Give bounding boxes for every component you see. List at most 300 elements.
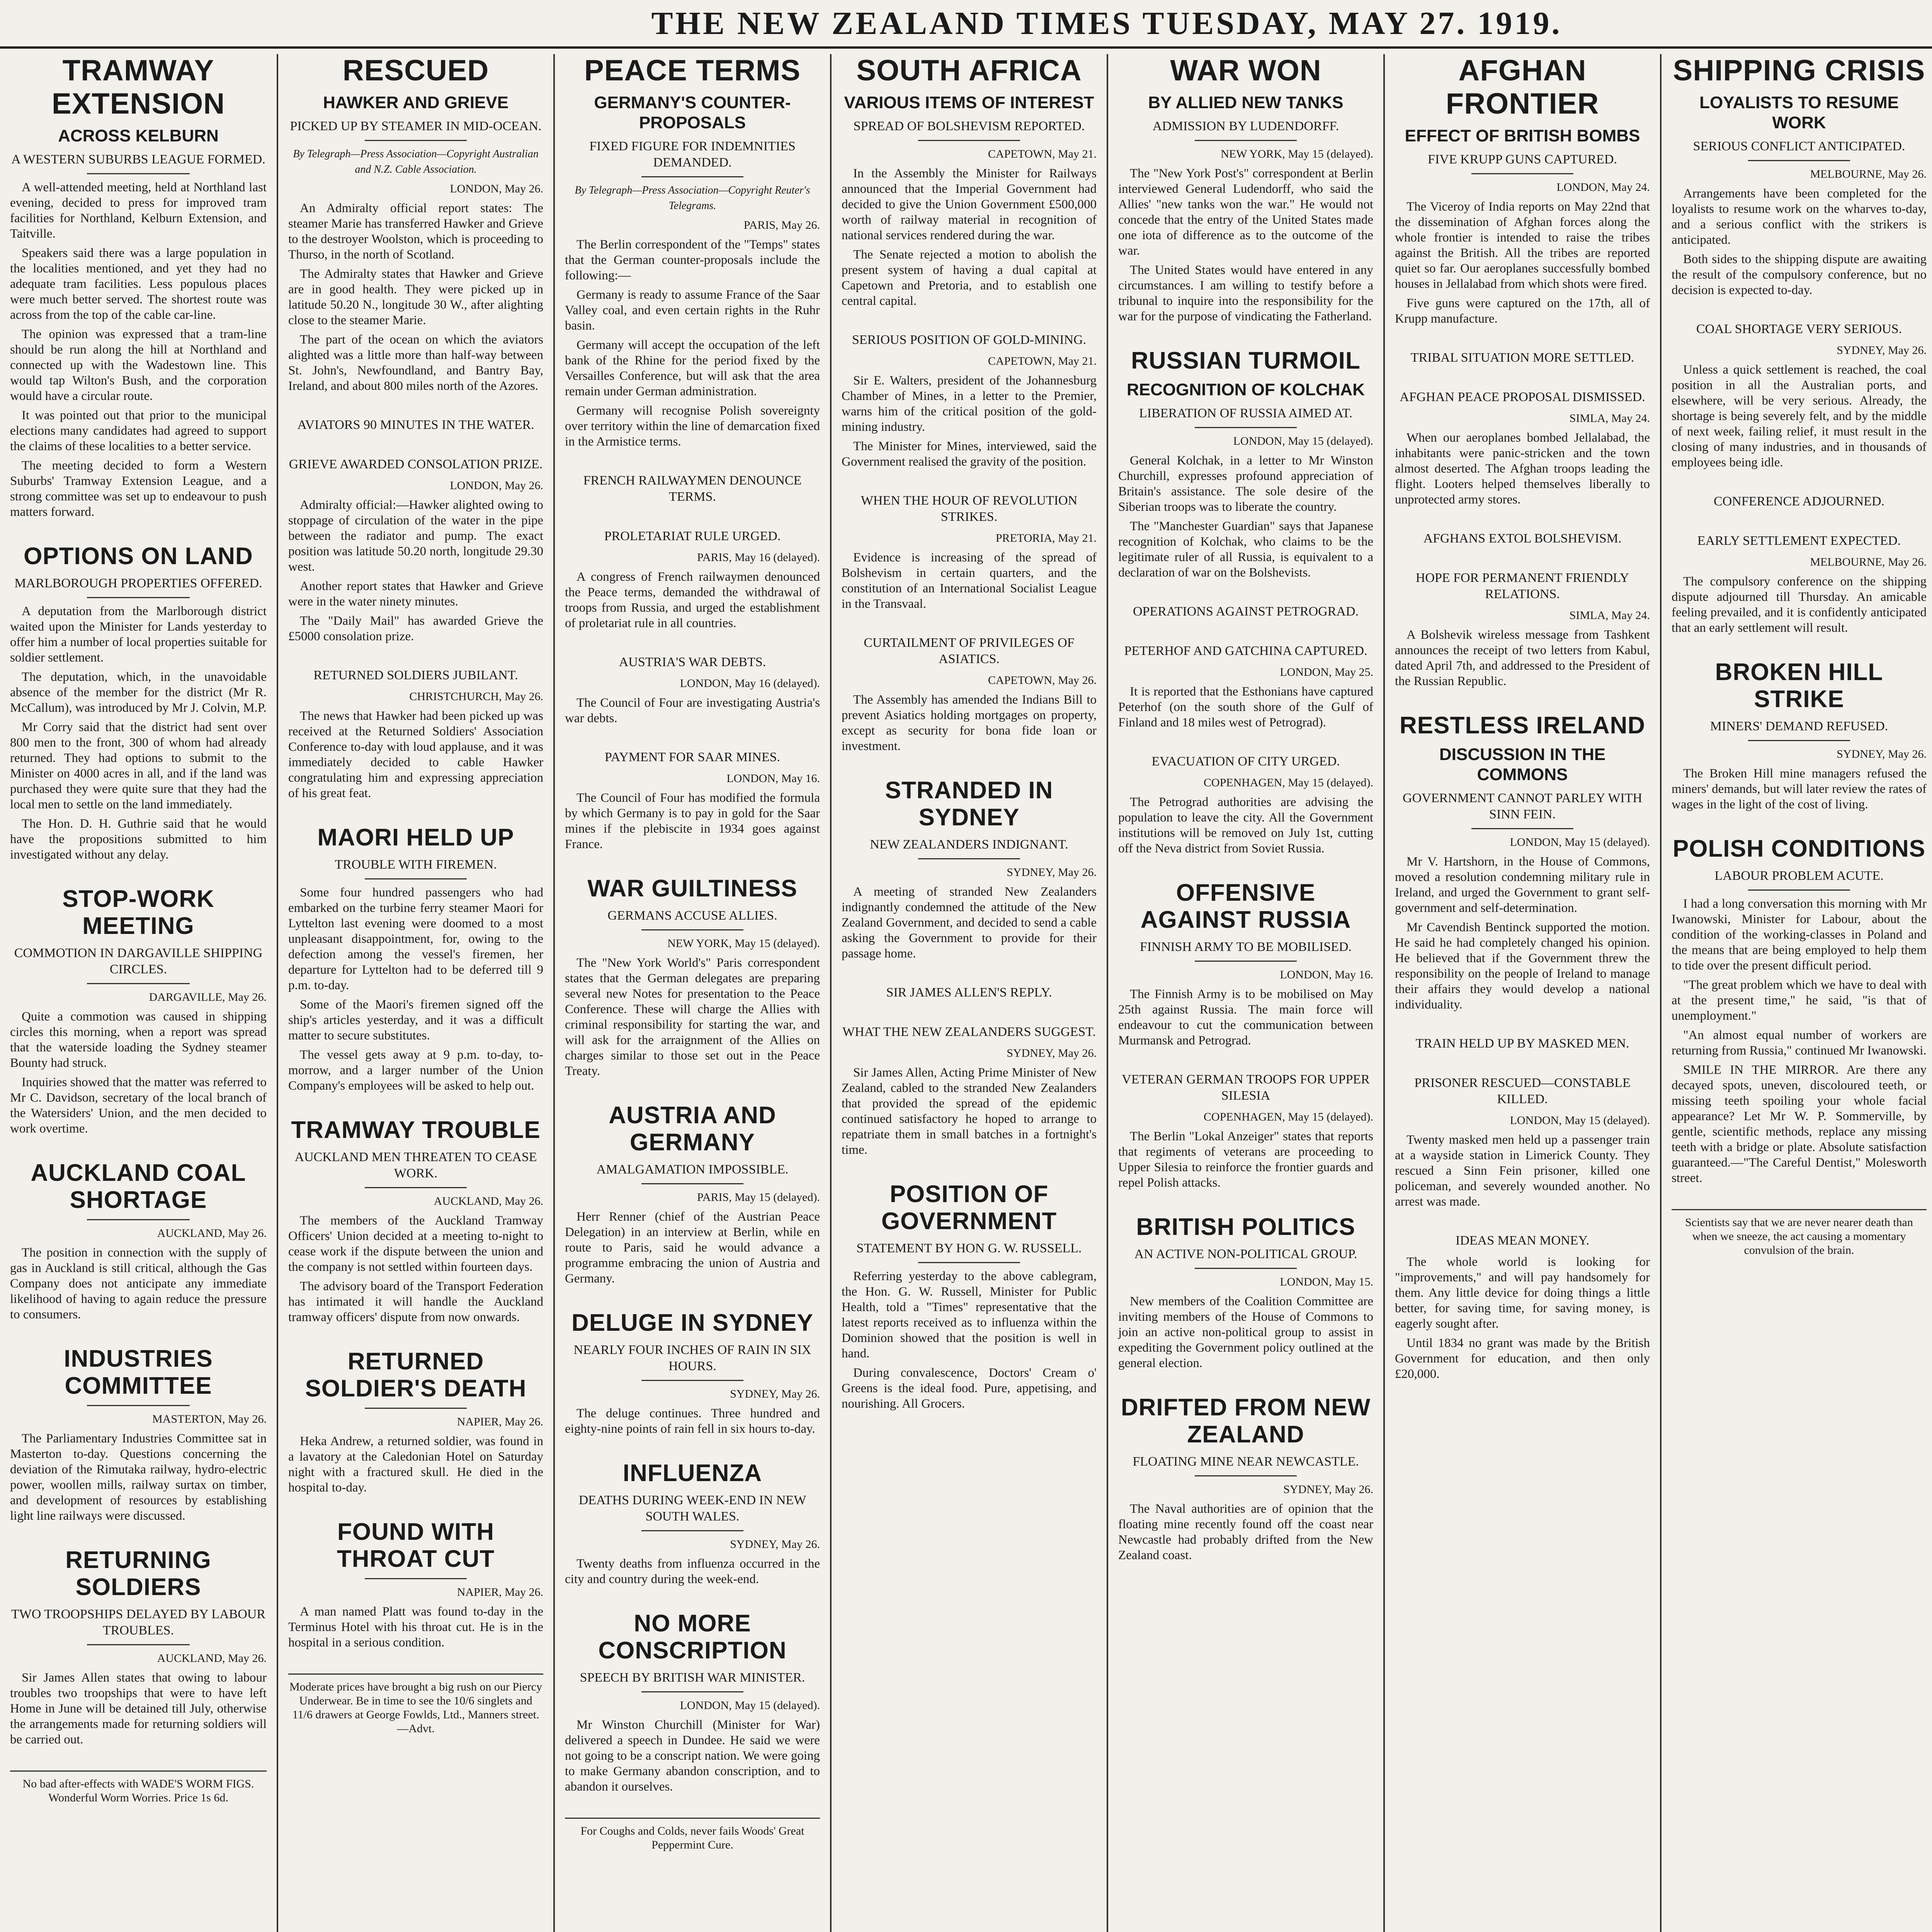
deck-headline: SERIOUS CONFLICT ANTICIPATED. [1693,139,1905,153]
deck-headline: FIXED FIGURE FOR INDEMNITIES DEMANDED. [589,139,796,170]
article [842,54,1097,309]
dateline: SIMLA, May 24. [1569,609,1650,622]
article-paragraph: A deputation from the Marlborough district waited upon the Minister for Lands yesterday to offer him a number of local properties suitable for soldier settlement. [10,604,267,665]
deck-headline: EVACUATION OF CITY URGED. [1151,754,1340,769]
article-paragraph: The Senate rejected a motion to abolish the present system of having a dual capital at Capetown and Pretoria, and to establish one central capital. [842,248,1097,308]
article [1118,1071,1373,1190]
headline: AFGHAN FRONTIER [1446,54,1599,120]
article [565,1310,820,1437]
headline: TRAMWAY EXTENSION [51,54,225,120]
article [1395,531,1650,547]
divider [641,1530,743,1531]
headline: OPTIONS ON LAND [24,543,253,570]
deck-headline: PETERHOF AND GATCHINA CAPTURED. [1124,644,1367,658]
divider [365,1578,467,1579]
article-paragraph: The Broken Hill mine managers refused the miners' demands, but will later review the rates of wages in the light of the cost of living. [1672,767,1927,811]
column [553,54,830,1932]
deck-headline: LIBERATION OF RUSSIA AIMED AT. [1139,406,1352,420]
advertisement-text: Scientists say that we are never nearer death than when we sneeze, the act causing a momentary convulsion of the brain. [1685,1216,1913,1257]
dateline: PARIS, May 16 (delayed). [697,551,820,564]
article-paragraph: The compulsory conference on the shipping dispute adjourned till Thursday. An amicable feeling prevailed, and it is confidently anticipated that an early settlement will result. [1672,575,1927,635]
article-paragraph: A Bolshevik wireless message from Tashkent announces the receipt of two letters from Kabul, dated April 7th, and addressed to the President of the Russian Republic. [1395,628,1650,688]
dateline: SIMLA, May 24. [1569,412,1650,425]
dateline: LONDON, May 26. [450,479,543,492]
deck-headline: DEATHS DURING WEEK-END IN NEW SOUTH WALES. [578,1493,806,1524]
divider [365,1187,467,1188]
article-paragraph: The "Manchester Guardian" says that Japanese recognition of Kolchak, who claims to be the legitimate ruler of all Russia, is equivalent to a declaration of war on the Bolshevists. [1118,519,1373,580]
article [288,456,543,644]
article [565,473,820,505]
deck-headline: TROUBLE WITH FIREMEN. [335,857,497,872]
dateline: CAPETOWN, May 21. [988,148,1097,160]
article-paragraph: The meeting decided to form a Western Suburbs' Tramway Extension League, and a strong committee was set up to endeavour to push matters forward. [10,459,267,519]
article-paragraph: Sir James Allen states that owing to labour troubles two troopships that were to have left Home in June will be detained till July, otherwise the arrangements made for returning soldiers will be carried out. [10,1671,267,1747]
article-paragraph: An Admiralty official report states: The steamer Marie has transferred Hawker and Grieve to the destroyer Woolston, which is proceeding to Thurso, in the north of Scotland. [288,201,543,262]
advertisement-text: Moderate prices have brought a big rush on our Piercy Underwear. Be in time to see the 10/6 singlets and 11/6 drawers at George Fowlds, Ltd., Manners street.—Advt. [289,1680,542,1735]
deck-headline: HOPE FOR PERMANENT FRIENDLY RELATIONS. [1415,571,1629,601]
article-paragraph: During convalescence, Doctors' Cream o' Greens is the ideal food. Pure, appetising, and nourishing. All Grocers. [842,1366,1097,1411]
article [1118,347,1373,580]
article [1118,643,1373,730]
divider [87,173,190,174]
dateline: AUCKLAND, May 26. [157,1227,267,1240]
headline: OFFENSIVE AGAINST RUSSIA [1140,879,1351,933]
divider [641,929,743,930]
article-paragraph: A meeting of stranded New Zealanders indignantly condemned the attitude of the New Zealand Government, and decided to send a cable asking the Government to provide for their passage home. [842,885,1097,961]
divider [1471,173,1573,174]
dateline: CAPETOWN, May 21. [988,355,1097,367]
advertisement [288,1673,543,1736]
headline: RUSSIAN TURMOIL [1131,347,1361,374]
deck-headline: PAYMENT FOR SAAR MINES. [604,750,781,764]
article-paragraph: Some of the Maori's firemen signed off the ship's articles yesterday, and it was a difficult matter to secure substitutes. [288,998,543,1043]
deck-headline: ADMISSION BY LUDENDORFF. [1152,119,1339,133]
dateline: LONDON, May 16. [1280,968,1373,981]
deck-headline: IDEAS MEAN MONEY. [1456,1233,1589,1248]
article [1118,1394,1373,1563]
headline: STOP-WORK MEETING [62,886,214,939]
dateline: MELBOURNE, May 26. [1810,168,1927,180]
article [842,635,1097,754]
deck-headline: PRISONER RESCUED—CONSTABLE KILLED. [1414,1076,1631,1106]
article-paragraph: Both sides to the shipping dispute are awaiting the result of the compulsory conference, but no decision is expected to-day. [1672,252,1927,297]
subheadline: GERMANY'S COUNTER-PROPOSALS [594,93,791,132]
article-paragraph: Mr V. Hartshorn, in the House of Commons, moved a resolution condemning military rule in Ireland, and urged the Government to grant self-government and self-determination. [1395,855,1650,915]
divider [365,140,467,141]
deck-headline: AUSTRIA'S WAR DEBTS. [619,655,766,669]
dateline: LONDON, May 15 (delayed). [1510,836,1650,849]
article [1395,1036,1650,1052]
dateline: CAPETOWN, May 26. [988,674,1097,687]
divider [1195,1475,1297,1476]
headline: POSITION OF GOVERNMENT [881,1181,1057,1235]
article-paragraph: The Minister for Mines, interviewed, said the Government realised the gravity of the position. [842,439,1097,469]
dateline: LONDON, May 15 (delayed). [1510,1114,1650,1127]
article [565,528,820,631]
advertisement [10,1770,267,1805]
article-paragraph: The "New York Post's" correspondent at Berlin interviewed General Ludendorff, who said the Allies' "new tanks won the war." He would not concede that the entry of the United States made one iota of difference as to the outcome of the war. [1118,167,1373,258]
dateline: SYDNEY, May 26. [1837,344,1927,357]
headline: FOUND WITH THROAT CUT [337,1519,495,1572]
divider [87,983,190,984]
article [565,1102,820,1286]
article [1672,659,1927,812]
article [1395,54,1650,327]
dateline: LONDON, May 24. [1556,181,1650,194]
deck-headline: NEARLY FOUR INCHES OF RAIN IN SIX HOURS. [573,1343,811,1373]
article-paragraph: Sir E. Walters, president of the Johannesburg Chamber of Mines, in a letter to the Premier, warns him of the critical position of the gold-mining industry. [842,374,1097,434]
article-paragraph: The deluge continues. Three hundred and eighty-nine points of rain fell in six hours to-day. [565,1406,820,1436]
divider [1471,828,1573,829]
article-paragraph: The Naval authorities are of opinion that the floating mine recently found off the coast near Newcastle had probably drifted from the New Zealand coast. [1118,1502,1373,1562]
article-paragraph: Some four hundred passengers who had embarked on the turbine ferry steamer Maori for Lyttelton last evening were doomed to a most unpleasant disappointment, for, owing to the defection among the vessel's firemen, her departure for Lyttelton had to be deferred till 9 p.m. to-day. [288,886,543,992]
deck-headline: FLOATING MINE NEAR NEWCASTLE. [1133,1454,1359,1469]
headline: WAR WON [1170,54,1321,87]
article-paragraph: The deputation, which, in the unavoidable absence of the member for the district (Mr R. McCallum), was introduced by Mr J. Colvin, M.P. [10,670,267,715]
article [288,824,543,1094]
dateline: NAPIER, May 26. [457,1415,543,1428]
deck-headline: A WESTERN SUBURBS LEAGUE FORMED. [11,152,265,167]
column [1660,54,1932,1932]
deck-headline: AMALGAMATION IMPOSSIBLE. [596,1162,789,1177]
deck-headline: FIVE KRUPP GUNS CAPTURED. [1428,152,1617,167]
article [842,1181,1097,1412]
advertisement-text: For Coughs and Colds, never fails Woods' Great Peppermint Cure. [580,1825,804,1851]
dateline: PRETORIA, May 21. [995,532,1097,544]
article-paragraph: The part of the ocean on which the aviators alighted was a little more than half-way between St. John's, Newfoundland, and Bantry Bay, Ireland, and about 800 miles north of the Azores. [288,333,543,393]
article [10,1345,267,1524]
headline: RETURNING SOLDIERS [65,1547,211,1600]
article [288,54,543,394]
deck-headline: SIR JAMES ALLEN'S REPLY. [886,985,1052,1000]
article-paragraph: Sir James Allen, Acting Prime Minister of New Zealand, cabled to the stranded New Zealanders that provided the spread of the epidemic continued satisfactory he hoped to arrange to repatriate them in small batches in a fortnight's time. [842,1066,1097,1157]
headline: BROKEN HILL STRIKE [1715,659,1883,713]
article-paragraph: The Parliamentary Industries Committee sat in Masterton to-day. Questions concerning the deviation of the Rimutaka railway, hydro-electric power, woollen mills, railway surtax on timber, and development of resources by establishing light line railways were discussed. [10,1432,267,1523]
divider [87,1219,190,1220]
subheadline: BY ALLIED NEW TANKS [1148,93,1344,112]
dateline: AUCKLAND, May 26. [434,1195,543,1208]
dateline: PARIS, May 26. [743,219,820,231]
article-paragraph: A congress of French railwaymen denounced the Peace terms, demanded the withdrawal of troops from Russia, and urged the establishment of proletariat rule in all countries. [565,570,820,630]
headline: AUCKLAND COAL SHORTAGE [31,1160,246,1213]
article-paragraph: It was pointed out that prior to the municipal elections many candidates had agreed to support the claims of these localities to a better service. [10,408,267,453]
dateline: SYDNEY, May 26. [730,1388,820,1400]
dateline: LONDON, May 16 (delayed). [680,677,820,690]
deck-headline: LABOUR PROBLEM ACUTE. [1714,869,1884,883]
article-paragraph: Mr Winston Churchill (Minister for War) delivered a speech in Dundee. He said we were not going to be a conscript nation. We were going to make Germany abandon conscription, and to abandon it ourselves. [565,1718,820,1794]
article [1118,54,1373,324]
subheadline: DISCUSSION IN THE COMMONS [1439,745,1606,784]
masthead [0,0,1932,49]
article-paragraph: Heka Andrew, a returned soldier, was found in a lavatory at the Caledonian Hotel on Saturday night with a fractured skull. He died in the hospital to-day. [288,1434,543,1495]
article [842,985,1097,1001]
article [1672,493,1927,510]
divider [1748,889,1850,891]
deck-headline: FINNISH ARMY TO BE MOBILISED. [1139,940,1352,954]
divider [87,597,190,598]
article [10,1547,267,1747]
headline: BRITISH POLITICS [1136,1214,1355,1240]
divider [641,1691,743,1692]
article-paragraph: "The great problem which we have to deal with at the present time," he said, "is that of unemployment." [1672,978,1927,1023]
deck-headline: SPEECH BY BRITISH WAR MINISTER. [580,1670,805,1685]
headline: POLISH CONDITIONS [1672,835,1926,862]
subheadline: RECOGNITION OF KOLCHAK [1127,380,1365,399]
deck-headline: MINERS' DEMAND REFUSED. [1710,719,1888,733]
subheadline: HAWKER AND GRIEVE [323,93,509,112]
deck-headline: WHEN THE HOUR OF REVOLUTION STRIKES. [861,493,1078,524]
headline: INFLUENZA [622,1460,762,1486]
article-paragraph: Germany is ready to assume France of the Saar Valley coal, and even certain rights in the Ruhr basin. [565,288,820,333]
article-paragraph: Mr Corry said that the district had sent over 800 men to the front, 300 of whom had already returned. They had options to submit to the Minister on 4000 acres in all, and if the land was purchased they were quite sure that they had the local men to settle on the land immediately. [10,720,267,811]
deck-headline: COMMOTION IN DARGAVILLE SHIPPING CIRCLES. [14,946,263,976]
deck-headline: PROLETARIAT RULE URGED. [604,529,781,543]
article-paragraph: "An almost equal number of workers are returning from Russia," continued Mr Iwanowski. [1672,1028,1927,1058]
divider [641,1183,743,1184]
deck-headline: AUCKLAND MEN THREATEN TO CEASE WORK. [294,1150,537,1180]
article [1118,753,1373,856]
headline: DELUGE IN SYDNEY [571,1310,813,1336]
dateline: SYDNEY, May 26. [1837,748,1927,760]
divider [1748,160,1850,161]
divider [1195,1268,1297,1269]
article [10,543,267,862]
subheadline: VARIOUS ITEMS OF INTEREST [844,93,1094,112]
column [277,54,553,1932]
deck-headline: MARLBOROUGH PROPERTIES OFFERED. [14,576,262,590]
dateline: LONDON, May 15 (delayed). [680,1699,820,1712]
headline: TRAMWAY TROUBLE [291,1117,541,1143]
article [565,749,820,852]
deck-headline: EARLY SETTLEMENT EXPECTED. [1697,534,1901,548]
article [1395,350,1650,366]
article-paragraph: The advisory board of the Transport Federation has intimated it will handle the Auckland tramway officers' dispute from now onwards. [288,1279,543,1324]
deck-headline: VETERAN GERMAN TROOPS FOR UPPER SILESIA [1122,1072,1370,1103]
deck-headline: CURTAILMENT OF PRIVILEGES OF ASIATICS. [864,636,1075,666]
deck-headline: OPERATIONS AGAINST PETROGRAD. [1133,604,1359,619]
article [288,417,543,433]
article-paragraph: The Council of Four are investigating Austria's war debts. [565,696,820,725]
article [288,1348,543,1495]
article-paragraph: Admiralty official:—Hawker alighted owing to stoppage of circulation of the water in the pipe between the radiator and pump. The exact position was latitude 50.20 north, longitude 29.30 west. [288,498,543,574]
headline: AUSTRIA AND GERMANY [609,1102,776,1156]
article-paragraph: The Berlin "Lokal Anzeiger" states that reports that regiments of veterans are proceeding to Upper Silesia to reinforce the frontier guards and repel Polish attacks. [1118,1129,1373,1190]
column [0,54,277,1932]
deck-headline: GRIEVE AWARDED CONSOLATION PRIZE. [289,457,543,471]
headline: SHIPPING CRISIS [1673,54,1925,87]
dateline: DARGAVILLE, May 26. [149,991,267,1003]
dateline: SYDNEY, May 26. [1007,1047,1097,1060]
advertisement [1672,1209,1927,1257]
deck-headline: SERIOUS POSITION OF GOLD-MINING. [852,333,1087,347]
article-paragraph: Another report states that Hawker and Grieve were in the water ninety minutes. [288,579,543,609]
article [1395,389,1650,507]
article [842,777,1097,961]
deck-headline: TWO TROOPSHIPS DELAYED BY LABOUR TROUBLES. [11,1607,266,1638]
article [565,875,820,1079]
advertisement-text: No bad after-effects with WADE'S WORM FIGS. Wonderful Worm Worries. Price 1s 6d. [22,1777,254,1804]
deck-headline: PICKED UP BY STEAMER IN MID-OCEAN. [290,119,542,133]
deck-headline: AVIATORS 90 MINUTES IN THE WATER. [297,418,534,432]
article [1118,604,1373,620]
article-paragraph: The Petrograd authorities are advising the population to leave the city. All the Government institutions will be removed on July 1st, cutting off the Neva district from Soviet Russia. [1118,795,1373,855]
deck-headline: SPREAD OF BOLSHEVISM REPORTED. [853,119,1085,133]
headline: RESTLESS IRELAND [1399,712,1646,739]
headline: STRANDED IN SYDNEY [885,777,1053,831]
divider [1195,427,1297,428]
advertisement [565,1818,820,1852]
article-paragraph: A well-attended meeting, held at Northland last evening, decided to press for improved tram facilities for Northland, Kelburn Extension, and Taitville. [10,180,267,241]
headline: DRIFTED FROM NEW ZEALAND [1121,1394,1371,1448]
divider [365,1408,467,1409]
headline: NO MORE CONSCRIPTION [598,1610,787,1664]
article [10,886,267,1136]
dateline: MASTERTON, May 26. [152,1413,267,1425]
wire-credit: By Telegraph—Press Association—Copyright Reuter's Telegrams. [575,184,810,212]
article [1118,879,1373,1048]
article-paragraph: I had a long conversation this morning with Mr Iwanowski, Minister for Labour, about the condition of the working-classes in Poland and the means that are being employed to help them to tide over the present difficult period. [1672,897,1927,973]
subheadline: EFFECT OF BRITISH BOMBS [1405,126,1640,145]
deck-headline: RETURNED SOLDIERS JUBILANT. [313,668,518,682]
column [1383,54,1660,1932]
article-paragraph: Referring yesterday to the above cablegram, the Hon. G. W. Russell, Minister for Public Health, told a "Times" representative that the latest reports received as to influenza within the Dominion showed that the position is well in hand. [842,1269,1097,1361]
article [10,54,267,520]
article-paragraph: When our aeroplanes bombed Jellalabad, the inhabitants were panic-stricken and the town almost deserted. The Afghan troops leading the flight. Looters helped themselves liberally to unprotected army stores. [1395,431,1650,507]
article-paragraph: Twenty masked men held up a passenger train at a wayside station in Limerick County. They rescued a Sinn Fein prisoner, killed one policeman, and severely wounded another. No arrest was made. [1395,1133,1650,1209]
article-paragraph: The vessel gets away at 9 p.m. to-day, to-morrow, and a larger number of the Union Company's employees will be asked to help out. [288,1048,543,1093]
article [1395,1075,1650,1209]
dateline: SYDNEY, May 26. [1007,866,1097,879]
deck-headline: TRAIN HELD UP BY MASKED MEN. [1415,1036,1629,1051]
divider [641,176,743,177]
deck-headline: GOVERNMENT CANNOT PARLEY WITH SINN FEIN. [1403,791,1642,821]
dateline: NAPIER, May 26. [457,1586,543,1599]
article [842,493,1097,612]
article [288,1117,543,1325]
article [842,1024,1097,1158]
article-paragraph: The Viceroy of India reports on May 22nd that the dissemination of Afghan forces along the whole frontier is intended to raise the tribes against the British. All the tribes are reported quiet so far. Our aeroplanes successfully bombed houses in Jellalabad from which shots were fired. [1395,200,1650,291]
article-paragraph: In the Assembly the Minister for Railways announced that the Imperial Government had decided to give the Union Government £500,000 worth of railway material in recognition of national services rendered during the war. [842,167,1097,242]
article-paragraph: The United States would have entered in any circumstances. I am willing to testify before a tribunal to inquire into the responsibility for the war for the purpose of vindicating the Fatherland. [1118,263,1373,323]
article-paragraph: The "Daily Mail" has awarded Grieve the £5000 consolation prize. [288,614,543,643]
article [565,1460,820,1587]
article [288,1519,543,1650]
dateline: AUCKLAND, May 26. [157,1652,267,1665]
deck-headline: WHAT THE NEW ZEALANDERS SUGGEST. [842,1025,1096,1039]
article-paragraph: The members of the Auckland Tramway Officers' Union decided at a meeting to-night to cease work if the dispute between the union and the company is not settled within fourteen days. [288,1214,543,1274]
article-paragraph: Quite a commotion was caused in shipping circles this morning, when a report was spread that the waterside loading the Sydney steamer Bounty had struck. [10,1010,267,1070]
deck-headline: CONFERENCE ADJOURNED. [1713,494,1885,509]
wire-credit: By Telegraph—Press Association—Copyright Australian and N.Z. Cable Association. [293,148,539,175]
dateline: SYDNEY, May 26. [1283,1483,1373,1496]
column [1107,54,1383,1932]
deck-headline: TRIBAL SITUATION MORE SETTLED. [1410,350,1634,365]
dateline: MELBOURNE, May 26. [1810,556,1927,568]
article-paragraph: The Assembly has amended the Indians Bill to prevent Asiatics holding mortgages on property, except as security for bona fide loan or investment. [842,693,1097,753]
article [1395,712,1650,1012]
article-paragraph: Until 1834 no grant was made by the British Government for education, and then only £20,000. [1395,1336,1650,1381]
deck-headline: AFGHANS EXTOL BOLSHEVISM. [1423,531,1622,546]
article-paragraph: The Berlin correspondent of the "Temps" states that the German counter-proposals include the following:— [565,238,820,282]
deck-headline: GERMANS ACCUSE ALLIES. [607,908,777,923]
article-paragraph: Evidence is increasing of the spread of Bolshevism in certain quarters, and the constitution of an International Socialist League in the Transvaal. [842,551,1097,611]
masthead-title: THE NEW ZEALAND TIMES TUESDAY, MAY 27. 1919. [651,5,1562,41]
article-paragraph: Mr Cavendish Bentinck supported the motion. He said he had completely changed his opinion. He believed that if the Government threw the responsibility on the people of Ireland to manage their affairs they would develop a national individuality. [1395,920,1650,1012]
article-paragraph: SMILE IN THE MIRROR. Are there any decayed spots, uneven, discoloured teeth, or missing teeth spoiling your whole facial appearance? Let Mr W. P. Sommerville, by gentle, scientific methods, replace any missing teeth with a bridge or plate. Absolute satisfaction guaranteed.—"The Careful Dentist," Molesworth street. [1672,1063,1927,1185]
article [1672,835,1927,1186]
article [565,54,820,449]
article-paragraph: Five guns were captured on the 17th, all of Krupp manufacture. [1395,296,1650,326]
article-paragraph: Inquiries showed that the matter was referred to Mr C. Davidson, secretary of the local branch of the Watersiders' Union, and the men decided to work overtime. [10,1075,267,1136]
dateline: CHRISTCHURCH, May 26. [409,690,543,703]
deck-headline: COAL SHORTAGE VERY SERIOUS. [1696,322,1902,336]
article-paragraph: Herr Renner (chief of the Austrian Peace Delegation) in an interview at Berlin, while en route to Paris, said he would advance a programme embracing the union of Austria and Germany. [565,1210,820,1286]
article-paragraph: The opinion was expressed that a tram-line should be run along the hill at Northland and connected up with the Wadestown line. This would tap Wilton's Bush, and the corporation would have a circular route. [10,327,267,403]
article-paragraph: Germany will accept the occupation of the left bank of the Rhine for the period fixed by the Versailles Conference, but will ask that the area remain under German administration. [565,338,820,398]
article [565,1610,820,1794]
dateline: PARIS, May 15 (delayed). [697,1191,820,1204]
dateline: NEW YORK, May 15 (delayed). [1221,148,1373,160]
deck-headline: STATEMENT BY HON G. W. RUSSELL. [856,1241,1082,1255]
article-paragraph: General Kolchak, in a letter to Mr Winston Churchill, expresses profound appreciation of Britain's assistance. The sole desire of the Siberian troops was to liberate the country. [1118,454,1373,514]
article [10,1160,267,1322]
divider [87,1644,190,1645]
article [1672,533,1927,636]
divider [87,1405,190,1406]
subheadline: LOYALISTS TO RESUME WORK [1699,93,1899,132]
dateline: COPENHAGEN, May 15 (delayed). [1203,1111,1373,1123]
article-paragraph: Speakers said there was a large population in the localities mentioned, and yet they had no adequate tram facilities. Less populous places were much better served. The shortest route was across from the top of the cable car-line. [10,246,267,322]
dateline: NEW YORK, May 15 (delayed). [667,937,820,950]
headline: SOUTH AFRICA [856,54,1082,87]
headline: RESCUED [342,54,489,87]
divider [918,1262,1020,1263]
article-paragraph: Twenty deaths from influenza occurred in the city and country during the week-end. [565,1557,820,1586]
article-paragraph: The news that Hawker had been picked up was received at the Returned Soldiers' Association Conference to-day with loud applause, and it was immediately decided to cable Hawker congratulating him and expressing appreciation of his great feat. [288,709,543,800]
headline: MAORI HELD UP [317,824,514,851]
article-paragraph: Germany will recognise Polish sovereignty over territory within the line of demarcation fixed in the Armistice terms. [565,404,820,449]
article-paragraph: New members of the Coalition Committee are inviting members of the House of Commons to join an active non-political group to assist in expediting the Government policy outlined at the general election. [1118,1294,1373,1370]
article-paragraph: It is reported that the Esthonians have captured Peterhof (on the south shore of the Gulf of Finland and 18 miles west of Petrograd). [1118,685,1373,730]
divider [1195,961,1297,962]
column [830,54,1107,1932]
article [1672,321,1927,470]
article [1118,1214,1373,1371]
article-paragraph: The "New York World's" Paris correspondent states that the German delegates are preparing several new Notes for presentation to the Peace Conference. These will charge the Allies with criminal responsibility for starting the war, and will ask for the arraignment of the Allies on charges similar to those set out in the Peace Treaty. [565,956,820,1078]
columns [0,54,1932,1932]
dateline: LONDON, May 15 (delayed). [1233,435,1373,447]
article-paragraph: Arrangements have been completed for the loyalists to resume work on the wharves to-day, and a serious conflict with the strikers is anticipated. [1672,187,1927,247]
article-paragraph: The Admiralty states that Hawker and Grieve are in good health. They were picked up in latitude 50.20 N., longitude 30 W., after alighting close to the steamer Marie. [288,267,543,327]
deck-headline: NEW ZEALANDERS INDIGNANT. [870,837,1068,852]
article-paragraph: The Hon. D. H. Guthrie said that he would have the propositions submitted to him investigated without any delay. [10,817,267,862]
dateline: COPENHAGEN, May 15 (delayed). [1203,776,1373,789]
article [565,654,820,726]
article [1395,570,1650,689]
headline: RETURNED SOLDIER'S DEATH [305,1348,527,1402]
headline: PEACE TERMS [584,54,801,87]
article-paragraph: The position in connection with the supply of gas in Auckland is still critical, although the Gas Company does not anticipate any immediate likelihood of having to again reduce the pressure to consumers. [10,1246,267,1321]
article [1395,1233,1650,1382]
dateline: LONDON, May 25. [1280,666,1373,679]
article-paragraph: The whole world is looking for "improvements," and will pay handsomely for them. Any little device for doing things a little better, for saving time, for saving money, is eagerly sought after. [1395,1255,1650,1331]
divider [1748,740,1850,741]
dateline: LONDON, May 16. [726,772,820,785]
deck-headline: AFGHAN PEACE PROPOSAL DISMISSED. [1400,390,1645,404]
article [1672,54,1927,298]
article [288,667,543,801]
article-paragraph: Unless a quick settlement is reached, the coal position in all the Australian ports, and elsewhere, will be very serious. Already, the shortage is being severely felt, and by the middle of next week, failing relief, it must result in the closing of many industries, and in thousands of employees being idle. [1672,363,1927,469]
